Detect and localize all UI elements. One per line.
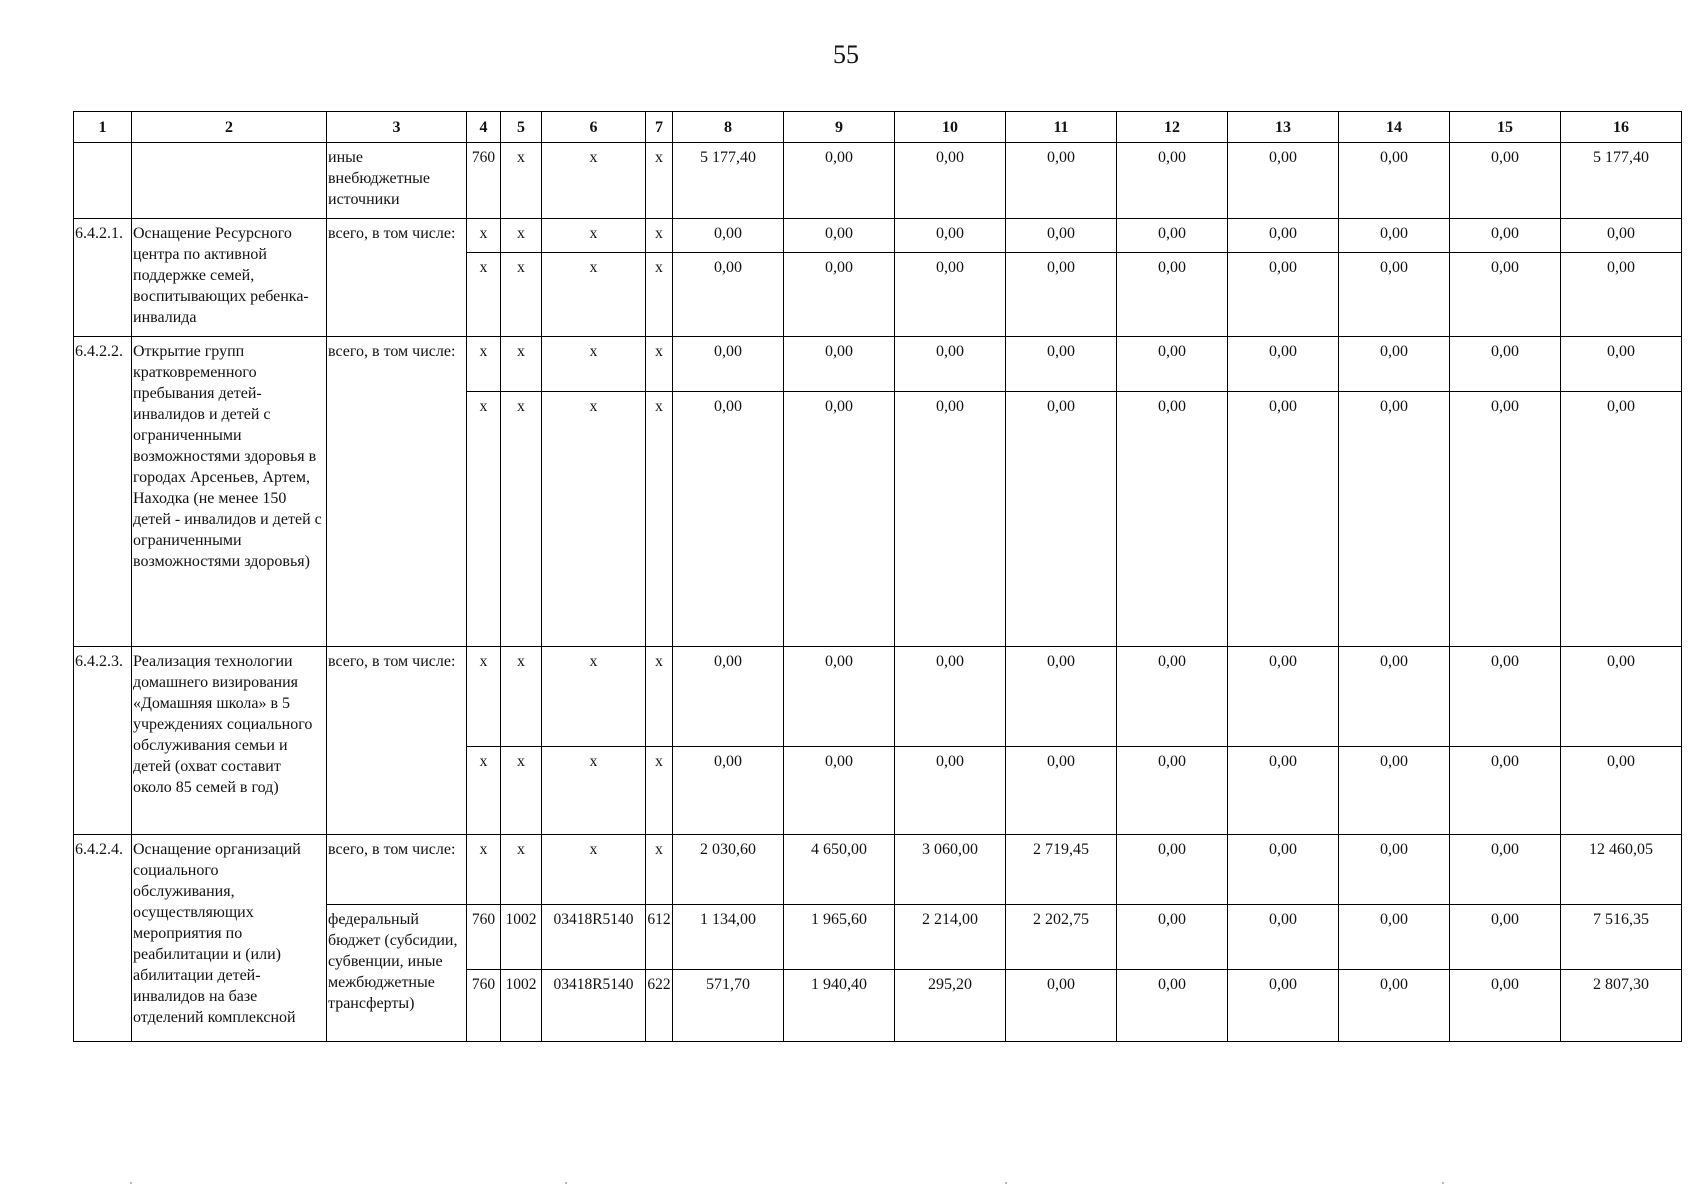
header-col-11: 11 xyxy=(1006,112,1117,143)
header-col-12: 12 xyxy=(1117,112,1228,143)
cell-col-8: 0,00 xyxy=(673,747,784,835)
cell-num: 6.4.2.1. xyxy=(74,219,132,337)
cell-col-12: 0,00 xyxy=(1117,647,1228,747)
cell-c5: x xyxy=(501,143,542,219)
cell-c6: x xyxy=(542,392,646,647)
header-col-3: 3 xyxy=(327,112,467,143)
cell-col-13: 0,00 xyxy=(1228,337,1339,392)
cell-col-8: 0,00 xyxy=(673,219,784,253)
cell-c5: x xyxy=(501,647,542,747)
cell-col-11: 2 719,45 xyxy=(1006,835,1117,905)
header-col-14: 14 xyxy=(1339,112,1450,143)
cell-c7: x xyxy=(646,219,673,253)
scan-artifact xyxy=(1005,1182,1007,1184)
cell-col-15: 0,00 xyxy=(1450,219,1561,253)
cell-col-13: 0,00 xyxy=(1228,392,1339,647)
cell-col-12: 0,00 xyxy=(1117,747,1228,835)
cell-col-16: 5 177,40 xyxy=(1561,143,1682,219)
cell-source: всего, в том числе: xyxy=(327,337,467,647)
cell-source: иные внебюджетные источники xyxy=(327,143,467,219)
cell-col-10: 3 060,00 xyxy=(895,835,1006,905)
table-row xyxy=(74,835,1682,905)
cell-c4: x xyxy=(467,253,501,337)
cell-col-16: 0,00 xyxy=(1561,747,1682,835)
header-col-9: 9 xyxy=(784,112,895,143)
cell-col-15: 0,00 xyxy=(1450,253,1561,337)
cell-col-9: 1 965,60 xyxy=(784,905,895,970)
cell-c4: 760 xyxy=(467,970,501,1042)
cell-num: 6.4.2.3. xyxy=(74,647,132,835)
cell-c6: x xyxy=(542,253,646,337)
header-col-1: 1 xyxy=(74,112,132,143)
cell-c6: x xyxy=(542,747,646,835)
cell-col-13: 0,00 xyxy=(1228,747,1339,835)
cell-col-9: 0,00 xyxy=(784,143,895,219)
cell-col-15: 0,00 xyxy=(1450,392,1561,647)
cell-col-9: 0,00 xyxy=(784,253,895,337)
cell-source: федеральный бюджет (субсидии, субвенции, иные межбюджетные трансферты) xyxy=(327,905,467,1042)
cell-c5: 1002 xyxy=(501,970,542,1042)
table-row xyxy=(74,337,1682,392)
header-row xyxy=(74,112,1682,143)
cell-col-11: 0,00 xyxy=(1006,647,1117,747)
cell-c7: x xyxy=(646,253,673,337)
cell-col-12: 0,00 xyxy=(1117,253,1228,337)
cell-col-13: 0,00 xyxy=(1228,647,1339,747)
cell-c4: x xyxy=(467,337,501,392)
table-row xyxy=(74,647,1682,747)
cell-col-11: 2 202,75 xyxy=(1006,905,1117,970)
header-col-6: 6 xyxy=(542,112,646,143)
cell-source: всего, в том числе: xyxy=(327,647,467,835)
cell-col-16: 12 460,05 xyxy=(1561,835,1682,905)
cell-col-16: 0,00 xyxy=(1561,392,1682,647)
cell-col-14: 0,00 xyxy=(1339,219,1450,253)
cell-c4: x xyxy=(467,219,501,253)
cell-c7: x xyxy=(646,647,673,747)
cell-col-13: 0,00 xyxy=(1228,835,1339,905)
cell-col-10: 0,00 xyxy=(895,253,1006,337)
cell-col-16: 0,00 xyxy=(1561,647,1682,747)
cell-c5: x xyxy=(501,392,542,647)
cell-col-16: 7 516,35 xyxy=(1561,905,1682,970)
scan-artifact xyxy=(130,1182,132,1184)
cell-c4: x xyxy=(467,647,501,747)
cell-col-8: 1 134,00 xyxy=(673,905,784,970)
cell-source: всего, в том числе: xyxy=(327,219,467,337)
cell-source: всего, в том числе: xyxy=(327,835,467,905)
cell-col-15: 0,00 xyxy=(1450,337,1561,392)
cell-col-9: 1 940,40 xyxy=(784,970,895,1042)
cell-col-11: 0,00 xyxy=(1006,253,1117,337)
cell-col-12: 0,00 xyxy=(1117,219,1228,253)
cell-c5: x xyxy=(501,337,542,392)
cell-c4: x xyxy=(467,835,501,905)
cell-col-8: 571,70 xyxy=(673,970,784,1042)
cell-c7: 612 xyxy=(646,905,673,970)
cell-col-11: 0,00 xyxy=(1006,143,1117,219)
cell-c5: x xyxy=(501,253,542,337)
cell-c6: x xyxy=(542,647,646,747)
budget-table xyxy=(73,111,1682,1042)
cell-col-14: 0,00 xyxy=(1339,647,1450,747)
cell-num: 6.4.2.4. xyxy=(74,835,132,1042)
scan-artifact xyxy=(1442,1182,1444,1184)
cell-col-12: 0,00 xyxy=(1117,337,1228,392)
cell-col-8: 0,00 xyxy=(673,253,784,337)
cell-c7: x xyxy=(646,835,673,905)
cell-col-12: 0,00 xyxy=(1117,970,1228,1042)
header-col-15: 15 xyxy=(1450,112,1561,143)
header-col-5: 5 xyxy=(501,112,542,143)
cell-c7: x xyxy=(646,143,673,219)
scan-artifact xyxy=(565,1182,567,1184)
cell-col-13: 0,00 xyxy=(1228,970,1339,1042)
cell-col-10: 0,00 xyxy=(895,337,1006,392)
cell-col-11: 0,00 xyxy=(1006,970,1117,1042)
cell-col-10: 2 214,00 xyxy=(895,905,1006,970)
cell-col-14: 0,00 xyxy=(1339,970,1450,1042)
header-col-2: 2 xyxy=(132,112,327,143)
cell-col-16: 0,00 xyxy=(1561,337,1682,392)
cell-name: Открытие групп кратковременного пребывания детей-инвалидов и детей с ограниченными возможностями здоровья в городах Арсеньев, Артем, Находка (не менее 150 детей - инвалидов и детей с ограниченными возможностями здоровья) xyxy=(132,337,327,647)
cell-col-10: 0,00 xyxy=(895,143,1006,219)
cell-col-16: 0,00 xyxy=(1561,253,1682,337)
cell-col-12: 0,00 xyxy=(1117,835,1228,905)
cell-col-12: 0,00 xyxy=(1117,143,1228,219)
cell-col-12: 0,00 xyxy=(1117,905,1228,970)
cell-col-10: 0,00 xyxy=(895,392,1006,647)
cell-c7: x xyxy=(646,747,673,835)
cell-c5: x xyxy=(501,219,542,253)
cell-c7: 622 xyxy=(646,970,673,1042)
cell-col-15: 0,00 xyxy=(1450,970,1561,1042)
cell-c7: x xyxy=(646,392,673,647)
cell-col-16: 2 807,30 xyxy=(1561,970,1682,1042)
cell-col-12: 0,00 xyxy=(1117,392,1228,647)
cell-col-10: 295,20 xyxy=(895,970,1006,1042)
cell-col-14: 0,00 xyxy=(1339,392,1450,647)
cell-c6: x xyxy=(542,835,646,905)
cell-col-14: 0,00 xyxy=(1339,253,1450,337)
cell-c6: x xyxy=(542,337,646,392)
header-col-16: 16 xyxy=(1561,112,1682,143)
cell-name: Оснащение Ресурсного центра по активной поддержке семей, воспитывающих ребенка-инвалида xyxy=(132,219,327,337)
cell-num: 6.4.2.2. xyxy=(74,337,132,647)
cell-col-8: 0,00 xyxy=(673,337,784,392)
cell-num xyxy=(74,143,132,219)
cell-col-13: 0,00 xyxy=(1228,905,1339,970)
cell-col-9: 4 650,00 xyxy=(784,835,895,905)
cell-col-8: 0,00 xyxy=(673,392,784,647)
cell-col-9: 0,00 xyxy=(784,747,895,835)
cell-col-15: 0,00 xyxy=(1450,647,1561,747)
header-col-7: 7 xyxy=(646,112,673,143)
cell-col-9: 0,00 xyxy=(784,337,895,392)
cell-col-14: 0,00 xyxy=(1339,143,1450,219)
cell-col-14: 0,00 xyxy=(1339,747,1450,835)
cell-col-10: 0,00 xyxy=(895,647,1006,747)
cell-name xyxy=(132,143,327,219)
cell-c6: x xyxy=(542,143,646,219)
cell-col-8: 5 177,40 xyxy=(673,143,784,219)
cell-col-8: 0,00 xyxy=(673,647,784,747)
cell-c4: 760 xyxy=(467,905,501,970)
cell-c4: 760 xyxy=(467,143,501,219)
header-col-4: 4 xyxy=(467,112,501,143)
cell-col-10: 0,00 xyxy=(895,747,1006,835)
cell-col-14: 0,00 xyxy=(1339,337,1450,392)
cell-col-13: 0,00 xyxy=(1228,253,1339,337)
cell-col-16: 0,00 xyxy=(1561,219,1682,253)
cell-col-13: 0,00 xyxy=(1228,143,1339,219)
cell-col-15: 0,00 xyxy=(1450,143,1561,219)
header-col-8: 8 xyxy=(673,112,784,143)
cell-c5: 1002 xyxy=(501,905,542,970)
cell-col-11: 0,00 xyxy=(1006,392,1117,647)
table-row xyxy=(74,219,1682,253)
cell-col-14: 0,00 xyxy=(1339,835,1450,905)
cell-c6: 03418R5140 xyxy=(542,970,646,1042)
cell-c7: x xyxy=(646,337,673,392)
cell-col-9: 0,00 xyxy=(784,219,895,253)
cell-col-10: 0,00 xyxy=(895,219,1006,253)
cell-c5: x xyxy=(501,747,542,835)
page-number: 55 xyxy=(833,40,859,69)
cell-name: Реализация технологии домашнего визирования «Домашняя школа» в 5 учреждениях социального обслуживания семьи и детей (охват составит около 85 семей в год) xyxy=(132,647,327,835)
cell-col-11: 0,00 xyxy=(1006,219,1117,253)
cell-c6: 03418R5140 xyxy=(542,905,646,970)
cell-col-15: 0,00 xyxy=(1450,905,1561,970)
cell-c6: x xyxy=(542,219,646,253)
cell-col-11: 0,00 xyxy=(1006,337,1117,392)
cell-col-9: 0,00 xyxy=(784,647,895,747)
cell-col-9: 0,00 xyxy=(784,392,895,647)
cell-col-15: 0,00 xyxy=(1450,835,1561,905)
cell-c5: x xyxy=(501,835,542,905)
cell-col-8: 2 030,60 xyxy=(673,835,784,905)
header-col-10: 10 xyxy=(895,112,1006,143)
table-row xyxy=(74,143,1682,219)
cell-name: Оснащение организаций социального обслуживания, осуществляющих мероприятия по реабилитации и (или) абилитации детей-инвалидов на базе отделений комплексной xyxy=(132,835,327,1042)
cell-c4: x xyxy=(467,747,501,835)
cell-col-13: 0,00 xyxy=(1228,219,1339,253)
cell-col-11: 0,00 xyxy=(1006,747,1117,835)
header-col-13: 13 xyxy=(1228,112,1339,143)
cell-col-15: 0,00 xyxy=(1450,747,1561,835)
cell-c4: x xyxy=(467,392,501,647)
cell-col-14: 0,00 xyxy=(1339,905,1450,970)
